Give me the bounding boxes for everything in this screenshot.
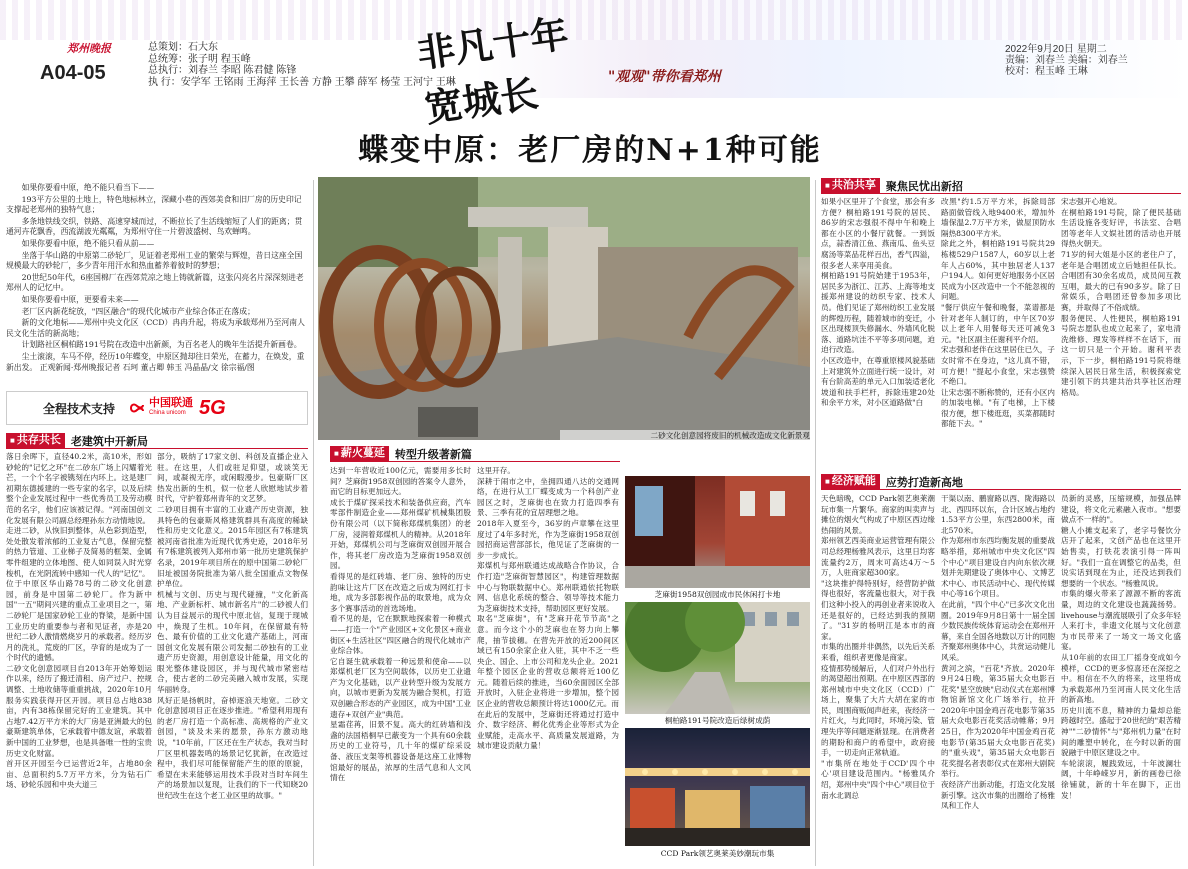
photo-caption: CCD Park领艺奥莱美妙潮玩市集 bbox=[660, 849, 775, 858]
page-header bbox=[0, 0, 1188, 131]
lead-paragraph: 如果你要看中原，绝不能只看当下—— bbox=[21, 183, 155, 192]
column-title-text: 非凡十年 宽城长 bbox=[414, 10, 572, 131]
unicom-brand-en: China unicom bbox=[149, 410, 186, 416]
photo-tongbai bbox=[625, 602, 810, 714]
photo-ccd-market bbox=[625, 728, 810, 846]
article-body-s2b: 改黑"约1.5万平方米，拆除局部路面做管线入地9400米，增加外墙保温2.7万平方米，做屋顶防水隔热8300平方米。 除此之外，桐柏路191号院共29栋楼529户1587人，60岁以上老年人占60%，其中独居老人137户194人。如何更好地服务小区居民成为小区改造中一个不能忽视的问题。 "餐厅供应午餐和晚餐，菜谱都是针对老年人制订的，中午区70岁以上老年人用餐每天还可减免3元。"社区副主任谢利平介绍。 宋志强和老伴在这里居住已久，子女时常不在身边，"这儿真不错，可方便！"提起小食堂，宋志强赞不绝口。 让宋志强不断称赞的，还有小区内的加装电梯。"有了电梯，上下楼很方便，想下楼逛逛，买菜都随时都能下去。" bbox=[941, 197, 1055, 429]
lead-paragraph: 如果你要看中原，绝不能只看从前—— bbox=[21, 238, 155, 248]
page-title: 蝶变中原：老厂房的N+1种可能 bbox=[358, 133, 822, 168]
tongbai-illustration bbox=[625, 602, 810, 714]
date-block bbox=[1005, 44, 1155, 77]
photo-zhimajie bbox=[625, 476, 810, 588]
section-header-s4 bbox=[821, 474, 963, 489]
zhimajie-illustration bbox=[625, 476, 810, 588]
sponsor-banner bbox=[6, 391, 308, 425]
lead-paragraph: 193平方公里的土地上，特色地标林立，深藏小巷的西郊美食和旧厂房的历史印记支撑起老郑州的独特气息； bbox=[6, 194, 302, 215]
lead-paragraph: 如果你要看中原，更要看未来—— bbox=[21, 294, 139, 304]
network-5g: 5G bbox=[199, 396, 226, 419]
article-body-s1a: 落日余晖下，直径40.2米，高10米，形如砂轮的"记忆之环"在二砂东广场上闪耀着光芒，一个个名字被镌刻在内环上。这是建厂初期东德援建的一些专家的名字，以及后续整个企业发展过程中一些优秀员工及劳动模范的名字，他们应该被记得。"河南国创文化发展有限公司副总经理孙东方动情地说。 走进二砂，从恢旧到整体，从色彩到造型，处处散发着浓郁的工业复古气息，保留完整的热力管道、工业梯子及简易的框架、金属零件组建的立体地图、使人如同误入时光穿梭机，在光阴流转中感知一代人的"记忆"。 位于中原区华山路78号的二砂文化创意园，前身是中国第二砂轮厂。作为新中国"一五"期间兴建的重点工业项目之一，第二砂轮厂是国家砂轮工业的脊梁，是新中国工业历史的重要参与者和见证者，亦是20世纪二砂人激情燃烧岁月的承载者。经历岁月的洗礼，荒废的厂区，孕育的是成为了一个时代的遗憾。 二砂文化创意园项目自2013年开始筹划运作以来，经历了搬迁清租、房产过户、控规调整、土地收储等重重挑战，2020年10月服务实践获得开区开园。项目总占地838亩，内有38栋保留完好的工业建筑。其中占地7.42万平方米的大厂房是亚洲最大的包豪斯建筑单体，它承载着中德友谊，承载着新中国的工业梦想，也是具备唯一性的宝贵历史文化财富。 首开区开园至今已运营近2年，占地80余亩、总面积约5.7万平方米，分为钻石广场、砂轮乐园和中央大道三 bbox=[6, 452, 152, 790]
lead-paragraph: 多条地铁线交织，铁路、高速穿城而过，不断拉长了生活线缩短了人们的距离；贯通河卉花飘香，西流湖波光粼粼，为郑州守住一片碧波盛树、鸟欢蝉鸣。 bbox=[6, 216, 303, 237]
lead-text bbox=[6, 183, 308, 374]
ccd-market-illustration bbox=[625, 728, 810, 846]
section-tag: ■ 经济赋能 bbox=[821, 474, 880, 489]
article-body-s2a: 如果小区里开了个食堂，那会有多方便？桐柏路191号院的居民、86岁的宋志强很不得中午和晚上都在小区的小餐厅就餐。一到饭点，蒜香清江鱼、燕南瓜、鱼头豆腐汤等菜品花样百出，香气四溢，很多老人来享用美食。 桐柏路191号院始建于1953年，居民多为浙江、江苏、上海等地支援郑州建设的纺织专家、技术人员。他们见证了郑州纺织工业发展的辉煌历程，随着城市的变迁，小区出现楼顶失修漏水、外墙风化脱落、道路坑洼不平等多项问题，迫迫行改造。 小区改造中，在尊重原楼风貌基础上对建筑外立面进行统一设计，对有台阶高差的单元入口加装适老化坡道和扶手栏杆，拆除违建20处和余平方米，对小区道路做"白 bbox=[821, 197, 935, 408]
editor-line: 总执行：刘春兰 李昭 陈君健 陈锋 bbox=[148, 65, 297, 76]
date-line: 责编：刘春兰 美编：刘春兰 bbox=[1005, 55, 1128, 66]
article-body-s4b: 干渠以南、鹏窗路以西、陇海路以北、西四环以东，合计区域占地约1.53平方公里，东西2800米，南北570米。 作为郑州市东西均衡发展的重要战略举措，郑州城市中央文化区"四个中心"项目建设自内向东依次规划并先期建设了奥体中心、文博艺术中心、市民活动中心、现代传媒中心等16个项目。 在此前，"四个中心"已多次文化出圈。2019年9月8日第十一届全国少数民族传统体育运动会在郑州开幕，来自全国各地数以万计的同胞齐聚郑州奥体中心，共赏运动健儿风采。 黄河之滨，"百花"齐放。2020年9月24日晚，第35届大众电影百花奖"星空放映"启动仪式在郑州博物馆新馆文化广场举行，拉开2020年中国金鸡百花电影节第35届大众电影百花奖活动帷幕；9月25日，作为2020年中国金鸡百花电影节(第35届大众电影百花奖)的"重头戏"，第35届大众电影百花奖提名者表彰仪式在郑州大剧院举行。 夜经济产出新动能，打造文化发展新引擎。这次市集的出圈给了杨雅凤和工作人 bbox=[941, 494, 1055, 811]
date-line: 2022年9月20日 星期二 bbox=[1005, 44, 1107, 55]
unicom-knot-icon bbox=[129, 401, 145, 415]
lead-paragraph: 老厂区内新花绽放，"四区融合"的现代化城市产业综合体正在落成； bbox=[21, 306, 255, 316]
article-body-s1b: 部分，吸纳了17家文创、科创及直播企业入驻。在这里，人们或驻足仰望，或谈笑无间，或凝视无序，或闲暇漫步。包豪斯厂区热发出新的生机，似一位老人欣慰地试步着时代，守护着郑州青年的文艺梦。 二砂项目拥有丰富的工业遗产历史资源，独具特色的包豪斯风格建筑群具有高度的稀缺性和历史文化意义。2015年园区有7栋建筑被河南省批准为近现代优秀史迹，2018年另有7栋建筑被列入郑州市第一批历史建筑保护名录，2019年项目所在的原中国第二砂轮厂旧址被国务院批准为第八批全国重点文物保护单位。 机械与文创、历史与现代碰撞，"文化新高地、产业新标杆、城市新名片"的二砂被人们认为目益展示的现代中原北信，复现于现城中，焕现了生机。10年间，在保留最有特色、最有价值的工业文化遗产基础上，河南国创文化发展有限公司发掘二砂独有的工业遗产历史资源，用创意设计能量，用文化的眼光整体建设园区，并与现代城市紧密结合，使古老的二砂完美融入城市发展，实现华丽转身。 风好正是扬帆时，奋棹逐浪天地宽。二砂文化创意园项目正在逐步推进。"希望利用现有的老厂房打造一个高标准、高规格的产业文创园，"谈及未来的愿景，孙东方激动地说，"10年前，厂区还在生产状态，我对当时厂区里机器轰鸣的场景记忆犹新，在改造过程中，我们尽可能保留能产生的原的原貌，希望在未来能够运用技术手段对当时车间生产的场景加以复现，让我们的下一代知晓20世纪改生在这个老工业区里的故事。" bbox=[157, 452, 308, 800]
section-heading: 老建筑中开新局 bbox=[70, 435, 148, 448]
section-header-s3 bbox=[330, 446, 472, 461]
section-heading: 转型升级著新篇 bbox=[394, 448, 472, 461]
lead-paragraph: 尘土滚滚，车马不停，经历10年蝶变，中原区抛却往日荣光，在蓄力，在焕发，重新出发。 正观新闻·郑州晚报记者 石珂 董占卿 韩玉 冯晶晶/文 徐宗福/图 bbox=[6, 351, 305, 372]
photo-caption: 桐柏路191号院改造后绿树成荫 bbox=[664, 716, 771, 725]
editor-credits bbox=[148, 42, 456, 88]
section-rule bbox=[821, 193, 1181, 194]
lead-paragraph: 计划路社区桐柏路191号院在改造中出新颜，为百名老人的晚年生活提升新画卷。 bbox=[21, 340, 302, 350]
photo-caption: 芝麻街1958双创园成市民休闲打卡地 bbox=[654, 590, 781, 599]
main-photo-illustration bbox=[318, 177, 810, 440]
article-body-s3b: 这里开存。 深耕于闹市之中，坐拥四通八达的交通网络，在进行从工厂蝶变成为一个科创产业园区之时，芝麻街也在致力打造四季有景、三季有花的宜居理想之地。 2018年入夏至今，36岁的卢章攀在这里度过了4年多时光，作为芝麻街1958双创园招商运营部部长，他见证了芝麻街的一步一步成长。 郑煤机与郑州联通达成战略合作协议，合作打造"芝麻街智慧园区"，构建管理数据中心与物联数据中心。郑州联通依托物联网、信息化系统的整合、领导等技术能力为芝麻街技术支持，帮助园区更好发展。 取名"芝麻街"，有"芝麻开花节节高"之意。而今这个小的芝麻也在努力向上攀爬，抽节拔穗。在营先开放的近200间区域已有150余家企业入驻，其中不乏一些央企、国企、上市公司和龙头企业。2021年整个园区企业的营收总额将近100亿元。随着后续的推进，当60余面园区全部开放时，入驻企业将进一步增加，整个园区企业的营收总额预计将达1000亿元。而在此后的发展中，芝麻街还将通过打造中介、数字经济、孵化优秀企业等形式为企业赋能，走高水平、高质量发展道路，为城市建设贡献力量！ bbox=[477, 466, 619, 751]
article-body-s4c: 员新的灵感，压缩规模，加强品牌建设，将文化元素融入夜市。"想要做点不一样的"。 糖人小摊支起来了，老字号餐饮分店开了起来，文创产品也在这里开始售卖，打铁花表演引得一阵叫好。"我们一直在调整它的品类，但说实话到现在为止，还没达到我们想要的一个状态。"杨雅凤说。 市集的爆火带来了源源不断的客流量，周边的文化建设也蔬蔬扬势。livehouse与潮流展吸引了众多年轻人来打卡，非遗文化展与文化创意为市民带来了一场文一场文化盛宴。 从10年前的农田工厂摇身变成如今模样，CCD的更多惊喜还在深挖之中。相信在不久的将来，这里将成为承载郑州乃至河南人民文化生活的新高地。 历史川流不息，精神的力量却总能跨越时空。盛起于20世纪的"艰苦精神""二砂情怀"与"郑州机力量"在时间的雕塑中转化，在今时以新的面貌融于中原区建设之中。 车轮滚滚，履践致远，十年波澜壮阔，十年峥嵘岁月，新的画卷已徐徐铺就，新的十年在脚下，正出发！ bbox=[1061, 494, 1181, 800]
column-title bbox=[414, 8, 580, 131]
header-decoration bbox=[0, 0, 1188, 40]
paper-logo: 郑州晚报 bbox=[67, 43, 111, 55]
main-photo bbox=[318, 177, 810, 440]
section-rule bbox=[6, 448, 308, 449]
column-divider bbox=[815, 180, 816, 866]
unicom-logo bbox=[129, 398, 193, 418]
section-heading: 聚焦民忧出新招 bbox=[885, 180, 963, 193]
lead-paragraph: 20世纪50年代，6座国棉厂在西郊荒凉之地上铸就新篇，这张闪亮名片深深刻进老郑州人的记忆中。 bbox=[6, 272, 304, 293]
lead-paragraph: 新的文化地标——郑州中央文化区（CCD）冉冉升起，将成为承载郑州乃至河南人民文化生活的新高地； bbox=[6, 318, 305, 338]
editor-line: 执 行：安学军 王铭雨 王海萍 王长善 方静 王攀 薛军 杨莹 王河宁 王琳 bbox=[148, 76, 456, 88]
photo-caption: 二砂文化创意园将废旧的机械改造成文化新景观 bbox=[560, 430, 810, 441]
editor-line: 总策划：石大东 bbox=[148, 42, 218, 53]
column-divider bbox=[313, 180, 314, 866]
section-header-s1 bbox=[6, 433, 148, 448]
section-tag: ■ 共存共长 bbox=[6, 433, 65, 448]
section-rule bbox=[821, 489, 1181, 490]
editor-line: 总统筹：张子明 程玉峰 bbox=[148, 53, 251, 65]
column-subtitle: "观观"带你看郑州 bbox=[608, 69, 721, 85]
lead-paragraph: 坐落于华山路的中原第二砂轮厂，见证着老郑州工业的繁荣与辉煌，昔日这座全国规模最大的砂轮厂，多少青年用汗水和热血蓄养着彼时的梦想； bbox=[6, 250, 303, 271]
article-body-s4a: 天色暗晚，CCD Park领艺奥莱潮玩市集一片繁华。商家的叫卖声与摊位的烟火气构成了中原区西边缘热闹的风景。 郑州领艺西美商业运营管理有限公司总经理杨雅风表示，这里日均客流量约2万，周末可高达4万～5万，人驻商家超300家。 "这块推护得特别好，经营防护做得也很好，客流量也很大，对于我们这种小投入的再创业者来说收入还是很好的，已经达到我的预期了。"31岁的杨明江是本市的商家。 市集的出圈并非偶然，以先后关系来看，组织者更像是商家。 疫情那势缓解后，人们对户外出行的渴望超出预期。在中原区西部的郑州城市中央文化区（CCD）广场上，聚集了大片大胡在家的市民，周围商贩闻声赶来，夜经济一片红火，与此同时，环境污染、管理失序等问题逐渐显现。在消费者的期盼和商户的希望中，政府接手，一切走向正常轨道。 "市集所在地处于CCD'四个中心'项目建设范围内。"杨雅凤介绍，郑州中央"四个中心"项目位于南水北调总 bbox=[821, 494, 935, 800]
section-tag: ■ 薪火蔓延 bbox=[330, 446, 389, 461]
page-number: A04-05 bbox=[40, 62, 106, 84]
article-body-s3a: 达到一年营收近100亿元，需要用多长时间？芝麻街1958双创园的答案令人意外，而它的目标更加远大。 成长于煤矿探采技术和装备供应商，汽车零部件制造企业——郑州煤矿机械集团股份有限公司（以下简称郑煤机集团）的老厂房，浸润着郑煤机人的精神。从2018年开始，郑煤机公司与芝麻街双创园开展合作，将其老厂房改造为芝麻街1958双创园。 看得见的是红砖墙、老厂房、独特的历史韵味让这片厂区在改造之后成为网红打卡地，成为多部影视作品的取景地，成为众多个赛事活动的首选场地。 看不见的是，它在默默地探索着一种模式——打造一个"产业园区+文化景区+商业街区+生活社区"四区融合的现代化城市产业综合体。 它自诞生就承载着一种远景和使命——以郑煤机老厂区为空间载体，以历史工业遗产为文化基础，以产业转型升级为发展方向，以城市更新为发展为融合契机，打造双创融合形态的产业园区，成为中国"工业遗存+双创产业"典范。 星霜荏苒，旧景不复。高大的红砖墙和浅盏的法国梧桐早已蔽变为一个具有60余载历史的工业符号，几十年的煤矿综采设备、液压支架等机器设备是这座工业博物馆最好的展品，浓厚的生活气息和人文风情在 bbox=[330, 466, 471, 783]
section-tag: ■ 共治共享 bbox=[821, 178, 880, 193]
article-body-s2c: 宋志强开心地说。 在桐柏路191号院，除了便民基础生活设施各变好评，书法室、合唱团等老年人文娱社团的活动也开展得热火朝天。 71岁的何大姐是小区的老住户了，老年是合唱团成立后她担任队长。合唱团有30余名成员，成员间互教互唱，最大的已有90多岁。除了日常娱乐，合唱团还曾参加多项比赛，并取得了不俗成绩。 服务便民、人性便民，桐柏路191号院志愿队也成立起来了，家电清洗维修、理发等样样不在话下，而这一切只是一个开始。谢利平表示，下一步，桐柏路191号院将继续深入居民日常生活，积极探索党建引领下的共建共治共享社区治理格局。 bbox=[1061, 197, 1181, 397]
sponsor-label: 全程技术支持 bbox=[43, 401, 116, 416]
section-header-s2 bbox=[821, 178, 963, 193]
unicom-brand: 中国联通 bbox=[149, 397, 194, 409]
date-line: 校对：程玉峰 王琳 bbox=[1005, 66, 1088, 77]
section-rule bbox=[330, 461, 620, 462]
section-heading: 应势打造新高地 bbox=[885, 476, 963, 489]
